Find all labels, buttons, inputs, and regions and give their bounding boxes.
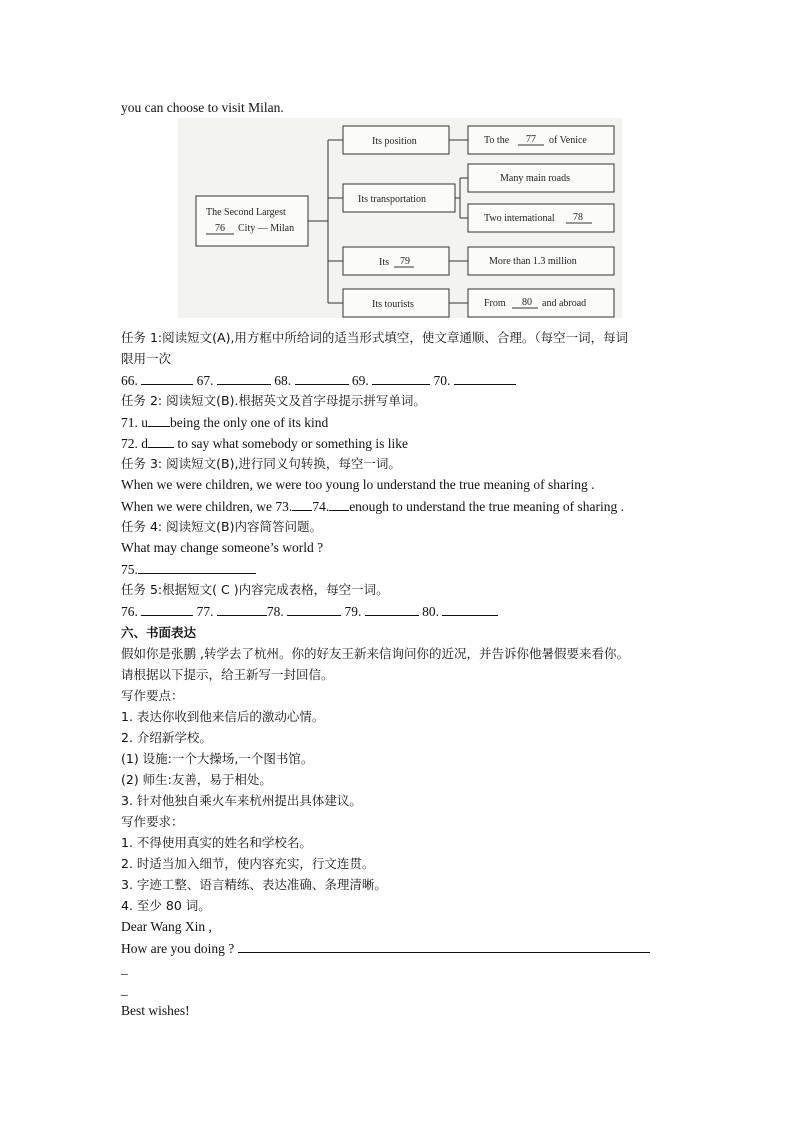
- blank-69[interactable]: [372, 371, 430, 385]
- greeting: Dear Wang Xin ,: [121, 919, 212, 934]
- root-line1: The Second Largest: [206, 207, 286, 218]
- blank-68[interactable]: [295, 371, 349, 385]
- intro-line: you can choose to visit Milan.: [121, 100, 284, 115]
- leaf-venice-suffix: of Venice: [549, 135, 587, 146]
- requirement-2: 2. 时适当加入细节，使内容充实，行文连贯。: [121, 856, 375, 871]
- blank-78[interactable]: [287, 602, 341, 616]
- section6-title: 六、书面表达: [121, 625, 197, 640]
- point-3: 3. 针对他独自乘火车来杭州提出具体建议。: [121, 793, 362, 808]
- task3-title: 任务 3: 阅读短文(B),进行同义句转换，每空一词。: [121, 456, 401, 471]
- closing: Best wishes!: [121, 1003, 190, 1018]
- root-line2: City — Milan: [238, 223, 295, 234]
- requirement-4: 4. 至少 80 词。: [121, 898, 211, 913]
- root-blank-76: 76: [215, 223, 225, 234]
- task1-line1: 任务 1:阅读短文(A),用方框中所给词的适当形式填空，使文章通顺、合理。（每空一词，每词: [121, 330, 629, 345]
- leaf-intl-prefix: Two international: [484, 213, 555, 224]
- task1-line2: 限用一次: [121, 351, 172, 366]
- node-position: Its position: [372, 136, 417, 147]
- leaf-intl-blank: 78: [573, 212, 583, 223]
- point-2-2: (2) 师生:友善，易于相处。: [121, 772, 272, 787]
- blank-67[interactable]: [217, 371, 271, 385]
- leaf-from-prefix: From: [484, 298, 506, 309]
- question: What may change someone’s world ?: [121, 540, 324, 555]
- leaf-million: More than 1.3 million: [489, 256, 577, 267]
- q75-line: 75.: [121, 560, 256, 579]
- blank-71[interactable]: [148, 413, 170, 427]
- requirements-title: 写作要求：: [121, 814, 184, 829]
- point-2: 2. 介绍新学校。: [121, 730, 212, 745]
- opening-line: How are you doing ?: [121, 939, 650, 958]
- leaf-roads: Many main roads: [500, 173, 570, 184]
- node-transportation: Its transportation: [358, 194, 427, 205]
- q72-line: 72. d to say what somebody or something is like: [121, 436, 408, 451]
- sentence-2: When we were children, we 73. 74. enough to understand the true meaning of sharing .: [121, 499, 624, 514]
- blank-80[interactable]: [442, 602, 498, 616]
- points-title: 写作要点：: [121, 688, 184, 703]
- task2-title: 任务 2: 阅读短文(B).根据英文及首字母提示拼写单词。: [121, 393, 426, 408]
- node-its79-blank: 79: [400, 256, 410, 267]
- root-node-box: [196, 196, 308, 246]
- mind-map-figure: [178, 118, 622, 318]
- blank-70[interactable]: [454, 371, 516, 385]
- leaf-from-blank: 80: [522, 297, 532, 308]
- requirement-3: 3. 字迹工整、语言精练、表达准确、条理清晰。: [121, 877, 387, 892]
- mind-map-diagram: [178, 118, 622, 318]
- blank-79[interactable]: [365, 602, 419, 616]
- blank-76[interactable]: [141, 602, 193, 616]
- writing-line-1[interactable]: [238, 939, 650, 953]
- blank-72[interactable]: [148, 434, 174, 448]
- node-its79-prefix: Its: [379, 257, 389, 268]
- blank-74[interactable]: [329, 497, 349, 511]
- blanks-76-80: 76. 77. 78. 79. 80.: [121, 602, 498, 621]
- leaf-from-suffix: and abroad: [542, 298, 587, 309]
- leaf-venice-blank: 77: [526, 134, 536, 145]
- leaf-venice-prefix: To the: [484, 135, 510, 146]
- prompt-line1: 假如你是张鹏 ,转学去了杭州。你的好友王新来信询问你的近况，并告诉你他暑假要来看你。: [121, 646, 629, 661]
- blank-73[interactable]: [292, 497, 312, 511]
- point-1: 1. 表达你收到他来信后的激动心情。: [121, 709, 325, 724]
- node-tourists: Its tourists: [372, 299, 414, 310]
- node-its79-box: [343, 247, 449, 275]
- task4-title: 任务 4: 阅读短文(B)内容简答问题。: [121, 519, 322, 534]
- dash-1: _: [121, 961, 128, 976]
- point-2-1: (1) 设施:一个大操场,一个图书馆。: [121, 751, 314, 766]
- blank-77[interactable]: [217, 602, 267, 616]
- sentence-1: When we were children, we were too young lo understand the true meaning of sharing .: [121, 477, 595, 492]
- blanks-66-70: 66. 67. 68. 69. 70.: [121, 371, 516, 390]
- blank-66[interactable]: [141, 371, 193, 385]
- requirement-1: 1. 不得使用真实的姓名和学校名。: [121, 835, 312, 850]
- q71-line: 71. u being the only one of its kind: [121, 415, 329, 430]
- dash-2: _: [121, 982, 128, 997]
- task5-title: 任务 5:根据短文( C )内容完成表格，每空一词。: [121, 582, 389, 597]
- blank-75[interactable]: [138, 560, 256, 574]
- prompt-line2: 请根据以下提示，给王新写一封回信。: [121, 667, 334, 682]
